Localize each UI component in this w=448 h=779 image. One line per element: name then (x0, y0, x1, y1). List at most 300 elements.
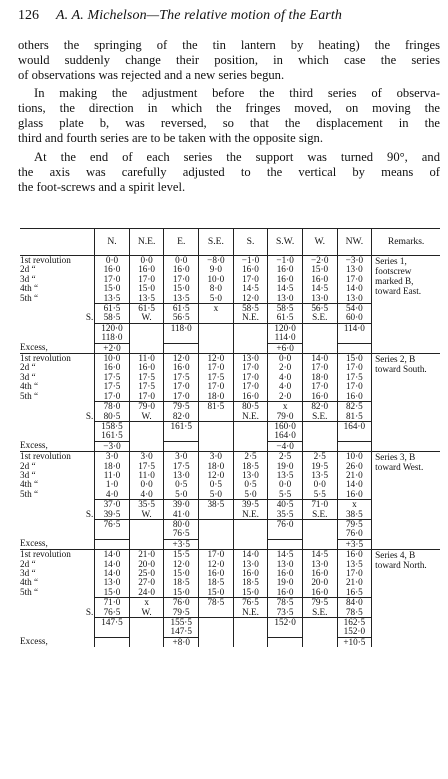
label-spacer (85, 256, 95, 266)
col-header-nw: NW. (337, 229, 372, 256)
series-remark: Series 4, B toward North. (372, 550, 440, 648)
reading-cell: 17·0 (164, 382, 199, 391)
reading-cell: 17·0 (164, 275, 199, 284)
col-header-sw: S.W. (268, 229, 303, 256)
total-cell: 76·5 (164, 529, 199, 539)
total-cell (302, 323, 337, 333)
sum-cell: 79·5 (164, 608, 199, 618)
sum-cell: 38·5 (337, 510, 372, 520)
revolution-label: 4th “ (20, 284, 39, 294)
sum-cell: 82·5 (337, 402, 372, 412)
excess-cell: +6·0 (268, 343, 303, 353)
reading-cell: 13·0 (233, 354, 268, 364)
total-cell (199, 627, 234, 637)
sum-cell (199, 313, 234, 323)
excess-cell (337, 441, 372, 451)
sum-cell: S.E. (302, 608, 337, 618)
observations-body (20, 229, 440, 648)
total-cell: 152·0 (268, 618, 303, 628)
total-cell (129, 618, 164, 628)
sum-cell: 35·5 (129, 500, 164, 510)
total-cell (268, 529, 303, 539)
total-cell (95, 529, 130, 539)
total-label-blank (20, 421, 85, 431)
sum-cell: 79·5 (164, 402, 199, 412)
revolution-label: 5th “ (20, 587, 39, 597)
excess-cell (164, 343, 199, 353)
header-blank (85, 229, 95, 256)
reading-cell: 18·0 (95, 462, 130, 471)
sum-cell: 56·5 (164, 313, 199, 323)
sum-cell: 35·5 (268, 510, 303, 520)
sum-cell: S.E. (302, 510, 337, 520)
excess-cell (199, 343, 234, 353)
label-spacer (85, 578, 95, 587)
reading-cell: 19·0 (268, 578, 303, 587)
reading-cell: 16·0 (268, 275, 303, 284)
excess-cell (129, 343, 164, 353)
label-spacer (85, 480, 95, 489)
sum-cell: N.E. (233, 608, 268, 618)
excess-cell (268, 539, 303, 549)
excess-cell (95, 539, 130, 549)
reading-cell: 16·0 (233, 392, 268, 402)
reading-cell: 0·0 (268, 480, 303, 489)
reading-cell: 16·0 (302, 392, 337, 402)
sum-cell: 81·5 (337, 412, 372, 422)
label-spacer (85, 284, 95, 293)
sum-cell: 79·5 (302, 598, 337, 608)
reading-cell: 14·0 (233, 550, 268, 560)
sum-label-blank (20, 500, 85, 510)
sum-cell: 60·0 (337, 313, 372, 323)
excess-cell (233, 637, 268, 647)
reading-cell: 4·0 (95, 490, 130, 500)
reading-cell: 11·0 (129, 354, 164, 364)
revolution-label: 5th “ (20, 293, 39, 303)
revolution-label: 2d “ (20, 265, 36, 275)
sum-cell: N.E. (233, 412, 268, 422)
reading-cell: 0·0 (129, 480, 164, 489)
revolution-label: 1st revolution (20, 354, 85, 364)
reading-cell: 12·0 (199, 560, 234, 569)
reading-cell: 12·0 (199, 471, 234, 480)
total-cell: 164·0 (337, 421, 372, 431)
total-cell (129, 323, 164, 333)
sum-label-blank (20, 412, 85, 422)
text-line: In making the adjustment before the third series of observa- (34, 86, 440, 100)
total-cell: 79·5 (337, 519, 372, 529)
text-line: third and fourth series are to be taken with the opposite sign. (18, 131, 323, 145)
reading-cell: 14·0 (95, 550, 130, 560)
label-spacer (85, 490, 95, 500)
label-spacer (85, 471, 95, 480)
total-cell (129, 421, 164, 431)
reading-cell: 18·5 (199, 578, 234, 587)
total-spacer (85, 519, 95, 529)
total-cell (302, 627, 337, 637)
sum-cell (199, 412, 234, 422)
sum-cell: 78·5 (337, 608, 372, 618)
reading-cell: 17·0 (233, 373, 268, 382)
reading-cell: 13·0 (95, 578, 130, 587)
reading-cell: 12·0 (199, 354, 234, 364)
total-label-blank (20, 627, 85, 637)
total-cell (302, 519, 337, 529)
reading-cell: 0·5 (233, 480, 268, 489)
total-cell (233, 519, 268, 529)
reading-cell: 17·0 (199, 382, 234, 391)
text-line: At the end of each series the support was turned 90°, and (34, 150, 440, 164)
reading-cell: 17·0 (302, 363, 337, 372)
total-cell (302, 421, 337, 431)
reading-cell: 15·0 (337, 354, 372, 364)
reading-cell: 13·0 (233, 560, 268, 569)
sum-cell: 58·5 (268, 304, 303, 314)
reading-cell: 13·5 (337, 560, 372, 569)
excess-label: Excess, (20, 637, 48, 647)
reading-cell: 19·5 (302, 462, 337, 471)
excess-cell (302, 637, 337, 647)
sum-label: S. (85, 411, 94, 421)
reading-cell: 27·0 (129, 578, 164, 587)
sum-cell: 71·0 (95, 598, 130, 608)
sum-cell: 39·5 (233, 500, 268, 510)
reading-cell: 11·0 (95, 471, 130, 480)
reading-cell: 25·0 (129, 569, 164, 578)
total-cell (199, 529, 234, 539)
sum-cell: 80·5 (95, 412, 130, 422)
reading-cell: 20·0 (129, 560, 164, 569)
reading-cell: 17·5 (164, 462, 199, 471)
sum-label-blank (20, 402, 85, 412)
sum-label: S. (85, 509, 94, 519)
reading-cell: 4·0 (129, 490, 164, 500)
sum-cell: 78·0 (95, 402, 130, 412)
total-cell (233, 618, 268, 628)
total-cell (129, 519, 164, 529)
header-row (20, 229, 440, 256)
total-cell: 160·0 (268, 421, 303, 431)
reading-cell: 10·0 (337, 452, 372, 462)
excess-spacer (85, 539, 95, 549)
total-cell: 118·0 (95, 333, 130, 343)
reading-cell: 4·0 (268, 382, 303, 391)
reading-cell: 14·5 (302, 550, 337, 560)
reading-cell: 2·0 (268, 363, 303, 372)
reading-cell: 0·5 (164, 480, 199, 489)
reading-cell: −1·0 (233, 256, 268, 266)
reading-cell: 16·0 (129, 363, 164, 372)
reading-cell: 17·5 (129, 462, 164, 471)
excess-cell (233, 343, 268, 353)
col-header-s: S. (233, 229, 268, 256)
label-spacer (85, 392, 95, 402)
reading-cell: 16·0 (337, 392, 372, 402)
excess-cell (129, 441, 164, 451)
sum-cell: 39·0 (164, 500, 199, 510)
reading-cell: 1·0 (95, 480, 130, 489)
reading-cell: 17·0 (199, 550, 234, 560)
excess-cell (302, 539, 337, 549)
reading-cell: 18·0 (199, 392, 234, 402)
label-spacer (85, 560, 95, 569)
total-cell (233, 333, 268, 343)
total-cell (199, 519, 234, 529)
reading-cell: 9·0 (199, 265, 234, 274)
total-cell: 118·0 (164, 323, 199, 333)
reading-cell: 16·0 (302, 275, 337, 284)
reading-cell: 15·0 (164, 284, 199, 293)
total-spacer (85, 421, 95, 431)
text-line: glass plate b, was reversed, so that the displacement in the (18, 116, 440, 130)
total-cell: 76·0 (268, 519, 303, 529)
excess-cell: −4·0 (268, 441, 303, 451)
table-row (20, 550, 440, 560)
reading-cell: 5·0 (233, 490, 268, 500)
total-cell (233, 529, 268, 539)
total-spacer (85, 431, 95, 441)
reading-cell: 18·0 (302, 373, 337, 382)
total-cell (233, 431, 268, 441)
reading-cell: 14·0 (95, 569, 130, 578)
revolution-label: 2d “ (20, 559, 36, 569)
excess-spacer (85, 343, 95, 353)
sum-cell: x (199, 304, 234, 314)
sum-cell (199, 510, 234, 520)
reading-cell: 13·5 (302, 471, 337, 480)
label-spacer (85, 354, 95, 364)
reading-cell: 17·5 (199, 373, 234, 382)
reading-cell: 13·0 (268, 560, 303, 569)
total-cell: 147·5 (95, 618, 130, 628)
sum-cell: W. (129, 412, 164, 422)
total-cell: 161·5 (95, 431, 130, 441)
reading-cell: 17·0 (233, 275, 268, 284)
col-header-w: W. (302, 229, 337, 256)
excess-cell (199, 637, 234, 647)
sum-cell: 82·0 (164, 412, 199, 422)
reading-cell: −3·0 (337, 256, 372, 266)
reading-cell: 16·0 (268, 569, 303, 578)
sum-cell: 76·5 (233, 598, 268, 608)
sum-label (85, 500, 95, 510)
reading-cell: 13·0 (233, 471, 268, 480)
excess-cell: +3·5 (337, 539, 372, 549)
reading-cell: 16·0 (302, 569, 337, 578)
reading-cell: 2·0 (268, 392, 303, 402)
sum-cell: 82·0 (302, 402, 337, 412)
total-label-blank (20, 333, 85, 343)
total-spacer (85, 323, 95, 333)
excess-cell (199, 441, 234, 451)
excess-cell (129, 539, 164, 549)
sum-label (85, 598, 95, 608)
text-line: the axis was carefully adjusted to the vertical by means of (18, 165, 440, 179)
reading-cell: 13·0 (268, 294, 303, 304)
total-cell: 80·0 (164, 519, 199, 529)
running-title: A. A. Michelson—The relative motion of the Earth (56, 8, 342, 23)
col-header-e: E. (164, 229, 199, 256)
excess-cell (337, 343, 372, 353)
reading-cell: 19·0 (268, 462, 303, 471)
reading-cell: 2·5 (233, 452, 268, 462)
reading-cell: 16·0 (95, 363, 130, 372)
reading-cell: 16·0 (199, 569, 234, 578)
total-cell: 161·5 (164, 421, 199, 431)
excess-cell (268, 637, 303, 647)
reading-cell: 17·0 (337, 363, 372, 372)
revolution-label: 3d “ (20, 470, 36, 480)
reading-cell: 18·5 (233, 462, 268, 471)
sum-label: S. (85, 607, 94, 617)
reading-cell: 17·0 (129, 275, 164, 284)
reading-cell: 12·0 (164, 560, 199, 569)
excess-cell (302, 441, 337, 451)
total-cell (95, 627, 130, 637)
total-cell (337, 431, 372, 441)
excess-cell (164, 441, 199, 451)
reading-cell: 16·0 (164, 363, 199, 372)
label-spacer (85, 373, 95, 382)
reading-cell: 0·0 (164, 256, 199, 266)
total-cell: 120·0 (268, 323, 303, 333)
sum-cell: 79·0 (129, 402, 164, 412)
excess-cell (233, 539, 268, 549)
reading-cell: 12·0 (233, 294, 268, 304)
series-remark: Series 3, B toward West. (372, 452, 440, 550)
reading-cell: 17·0 (337, 382, 372, 391)
total-cell (129, 529, 164, 539)
text-line: would suddenly change their position, in which case the series (18, 53, 440, 67)
reading-cell: 14·0 (95, 560, 130, 569)
total-label-blank (20, 529, 85, 539)
sum-label-blank (20, 510, 85, 520)
total-cell: 164·0 (268, 431, 303, 441)
reading-cell: 10·0 (199, 275, 234, 284)
excess-label: Excess, (20, 539, 48, 549)
reading-cell: 17·5 (95, 373, 130, 382)
sum-cell: 80·5 (233, 402, 268, 412)
label-spacer (85, 294, 95, 304)
total-cell (129, 627, 164, 637)
total-cell (337, 333, 372, 343)
total-cell (199, 421, 234, 431)
reading-cell: 11·0 (129, 471, 164, 480)
reading-cell: 14·5 (268, 284, 303, 293)
excess-cell (199, 539, 234, 549)
excess-cell: +3·5 (164, 539, 199, 549)
reading-cell: 18·0 (199, 462, 234, 471)
sum-cell: 61·5 (164, 304, 199, 314)
label-spacer (85, 382, 95, 391)
total-label-blank (20, 431, 85, 441)
reading-cell: 13·5 (129, 294, 164, 304)
sum-label: S. (85, 313, 94, 323)
total-cell (199, 333, 234, 343)
total-cell (268, 627, 303, 637)
total-spacer (85, 618, 95, 628)
sum-label-blank (20, 304, 85, 314)
label-spacer (85, 588, 95, 598)
total-spacer (85, 627, 95, 637)
sum-cell: 61·5 (268, 313, 303, 323)
reading-cell: 3·0 (164, 452, 199, 462)
revolution-label: 3d “ (20, 274, 36, 284)
reading-cell: 15·0 (95, 588, 130, 598)
col-header-n: N. (95, 229, 130, 256)
revolution-label: 5th “ (20, 489, 39, 499)
reading-cell: 17·0 (199, 363, 234, 372)
reading-cell: 8·0 (199, 284, 234, 293)
reading-cell: 0·0 (302, 480, 337, 489)
reading-cell: 15·5 (164, 550, 199, 560)
reading-cell: 3·0 (199, 452, 234, 462)
excess-cell: +2·0 (95, 343, 130, 353)
sum-cell: 56·5 (302, 304, 337, 314)
label-spacer (85, 452, 95, 462)
reading-cell: 17·5 (129, 382, 164, 391)
reading-cell: 14·5 (268, 550, 303, 560)
reading-cell: 15·0 (129, 284, 164, 293)
sum-cell: 78·5 (199, 598, 234, 608)
reading-cell: 17·5 (337, 373, 372, 382)
label-spacer (85, 569, 95, 578)
reading-cell: 5·0 (199, 294, 234, 304)
reading-cell: 5·5 (302, 490, 337, 500)
reading-cell: 16·0 (129, 265, 164, 274)
reading-cell: 14·5 (302, 284, 337, 293)
sum-cell: x (129, 598, 164, 608)
total-cell (302, 431, 337, 441)
reading-cell: 3·0 (95, 452, 130, 462)
revolution-label: 3d “ (20, 569, 36, 578)
excess-spacer (85, 637, 95, 647)
revolution-label: 4th “ (20, 578, 39, 588)
total-spacer (85, 529, 95, 539)
total-cell: 162·5 (337, 618, 372, 628)
col-header-ne: N.E. (129, 229, 164, 256)
reading-cell: 16·0 (233, 569, 268, 578)
reading-cell: 15·0 (233, 588, 268, 598)
sum-label-blank (20, 608, 85, 618)
total-cell: 120·0 (95, 323, 130, 333)
text-line: others the springing of the tin lantern by heating) the fringes (18, 38, 440, 52)
paragraph-1 (18, 38, 440, 83)
total-label-blank (20, 618, 85, 628)
total-cell (233, 627, 268, 637)
reading-cell: 0·0 (129, 256, 164, 266)
total-cell: 155·5 (164, 618, 199, 628)
sum-cell: 76·5 (95, 608, 130, 618)
sum-cell: 38·5 (199, 500, 234, 510)
observations-table (20, 228, 440, 647)
reading-cell: −2·0 (302, 256, 337, 266)
reading-cell: 13·5 (95, 294, 130, 304)
reading-cell: 0·0 (95, 256, 130, 266)
reading-cell: 3·0 (129, 452, 164, 462)
sum-cell: 58·5 (233, 304, 268, 314)
col-header-remarks: Remarks. (372, 229, 440, 256)
sum-cell: S.E. (302, 313, 337, 323)
reading-cell: 14·0 (302, 354, 337, 364)
reading-cell: 21·0 (337, 471, 372, 480)
sum-cell: 39·5 (95, 510, 130, 520)
reading-cell: 13·5 (268, 471, 303, 480)
series-remark: Series 1, footscrew marked B, toward East. (372, 256, 440, 354)
reading-cell: 15·0 (302, 265, 337, 274)
sum-cell: 81·5 (199, 402, 234, 412)
